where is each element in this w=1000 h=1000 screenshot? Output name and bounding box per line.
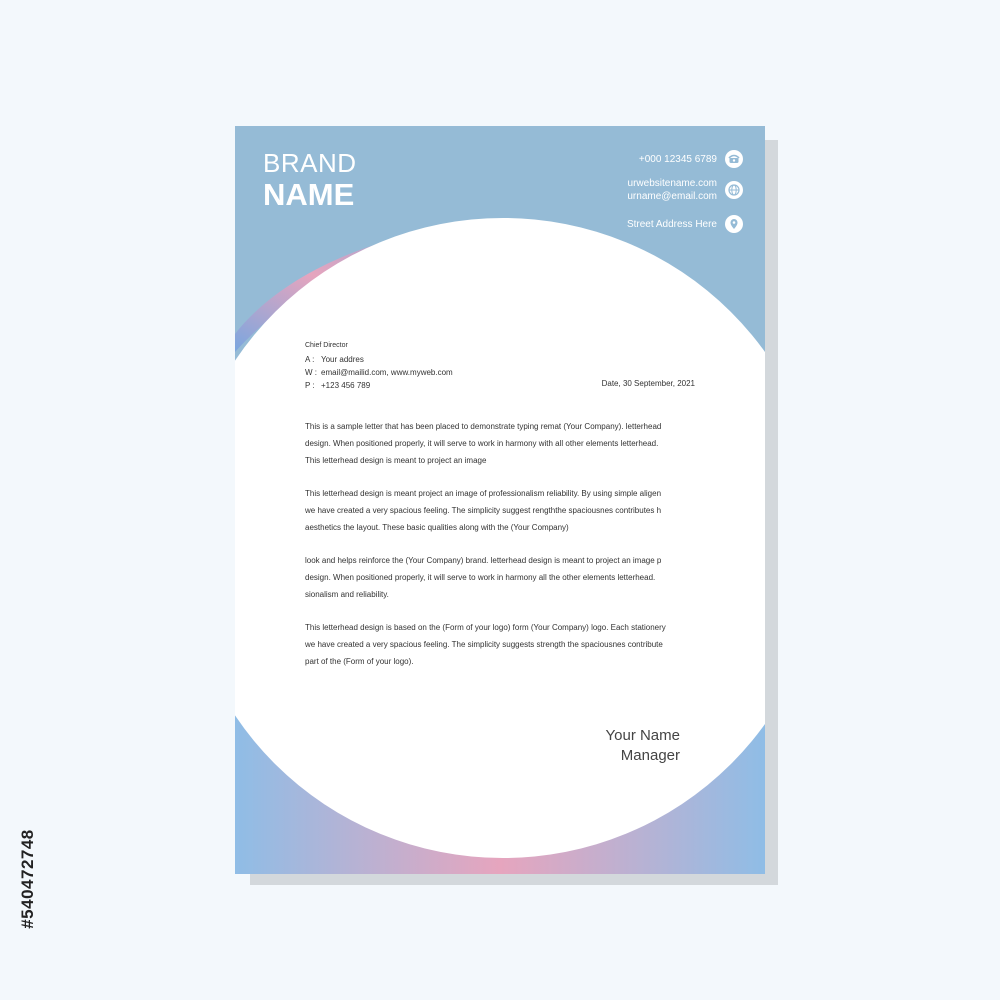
paragraph [305, 619, 683, 670]
address-text: Street Address Here [626, 218, 717, 230]
address-value: Your addres [321, 355, 364, 364]
letter-body [305, 418, 683, 686]
web-label: W : [305, 368, 317, 377]
signature-role: Manager [620, 747, 680, 764]
paragraph-line: This is a sample letter that has been placed to demonstrate typing remat (Your Company). letterhead [305, 422, 662, 431]
stock-id-text: #540472748 [18, 829, 37, 929]
sender-title: Chief Director [305, 342, 348, 349]
signature-block [606, 726, 681, 766]
letterhead-sheet [235, 126, 765, 874]
paragraph-line: we have created a very spacious feeling. The simplicity suggests strength the spaciousnes contribute [305, 640, 663, 649]
paragraph [305, 485, 683, 536]
globe-icon [725, 181, 743, 199]
paragraph-line: This letterhead design is meant project an image of professionalism reliability. By using simple aligen [305, 489, 662, 498]
web-value: email@mailid.com, www.myweb.com [321, 368, 453, 377]
signature-name: Your Name [605, 727, 680, 744]
website-text: urwebsitename.com [627, 178, 717, 189]
phone-text: +000 12345 6789 [638, 153, 717, 165]
sender-web-row [305, 366, 453, 379]
contact-address [627, 215, 743, 233]
letter-date: Date, 30 September, 2021 [601, 379, 695, 388]
email-text: urname@email.com [627, 191, 717, 202]
paragraph-line: design. When positioned properly, it will serve to work in harmony all the other elements letterhead. [305, 573, 656, 582]
paragraph-line: look and helps reinforce the (Your Company) brand. letterhead design is meant to project an image p [305, 556, 662, 565]
paragraph-line: design. When positioned properly, it will serve to work in harmony with all other elements letterhead. [305, 439, 659, 448]
location-pin-icon [725, 215, 743, 233]
paragraph-line: sionalism and reliability. [305, 590, 389, 599]
sender-block [305, 342, 453, 392]
paragraph-line: we have created a very spacious feeling. The simplicity suggest rengththe spaciousnes contributes h [305, 506, 662, 515]
sender-phone-row [305, 379, 453, 392]
address-label: A : [305, 355, 315, 364]
contact-web [627, 177, 743, 203]
phone-icon [725, 150, 743, 168]
phone-value: +123 456 789 [321, 381, 371, 390]
paragraph-line: This letterhead design is meant to project an image [305, 456, 487, 465]
phone-label: P : [305, 381, 315, 390]
brand-line1: BRAND [263, 148, 357, 178]
paragraph [305, 418, 683, 469]
brand-line2: NAME [263, 177, 355, 212]
brand-logo [263, 150, 357, 210]
sender-address-row [305, 353, 453, 366]
web-text [627, 177, 717, 203]
contact-phone [639, 150, 743, 168]
paragraph [305, 552, 683, 603]
paragraph-line: This letterhead design is based on the (Form of your logo) form (Your Company) logo. Each stationery [305, 623, 666, 632]
paragraph-line: aesthetics the layout. These basic qualities along with the (Your Company) [305, 523, 569, 532]
paragraph-line: part of the (Form of your logo). [305, 657, 414, 666]
